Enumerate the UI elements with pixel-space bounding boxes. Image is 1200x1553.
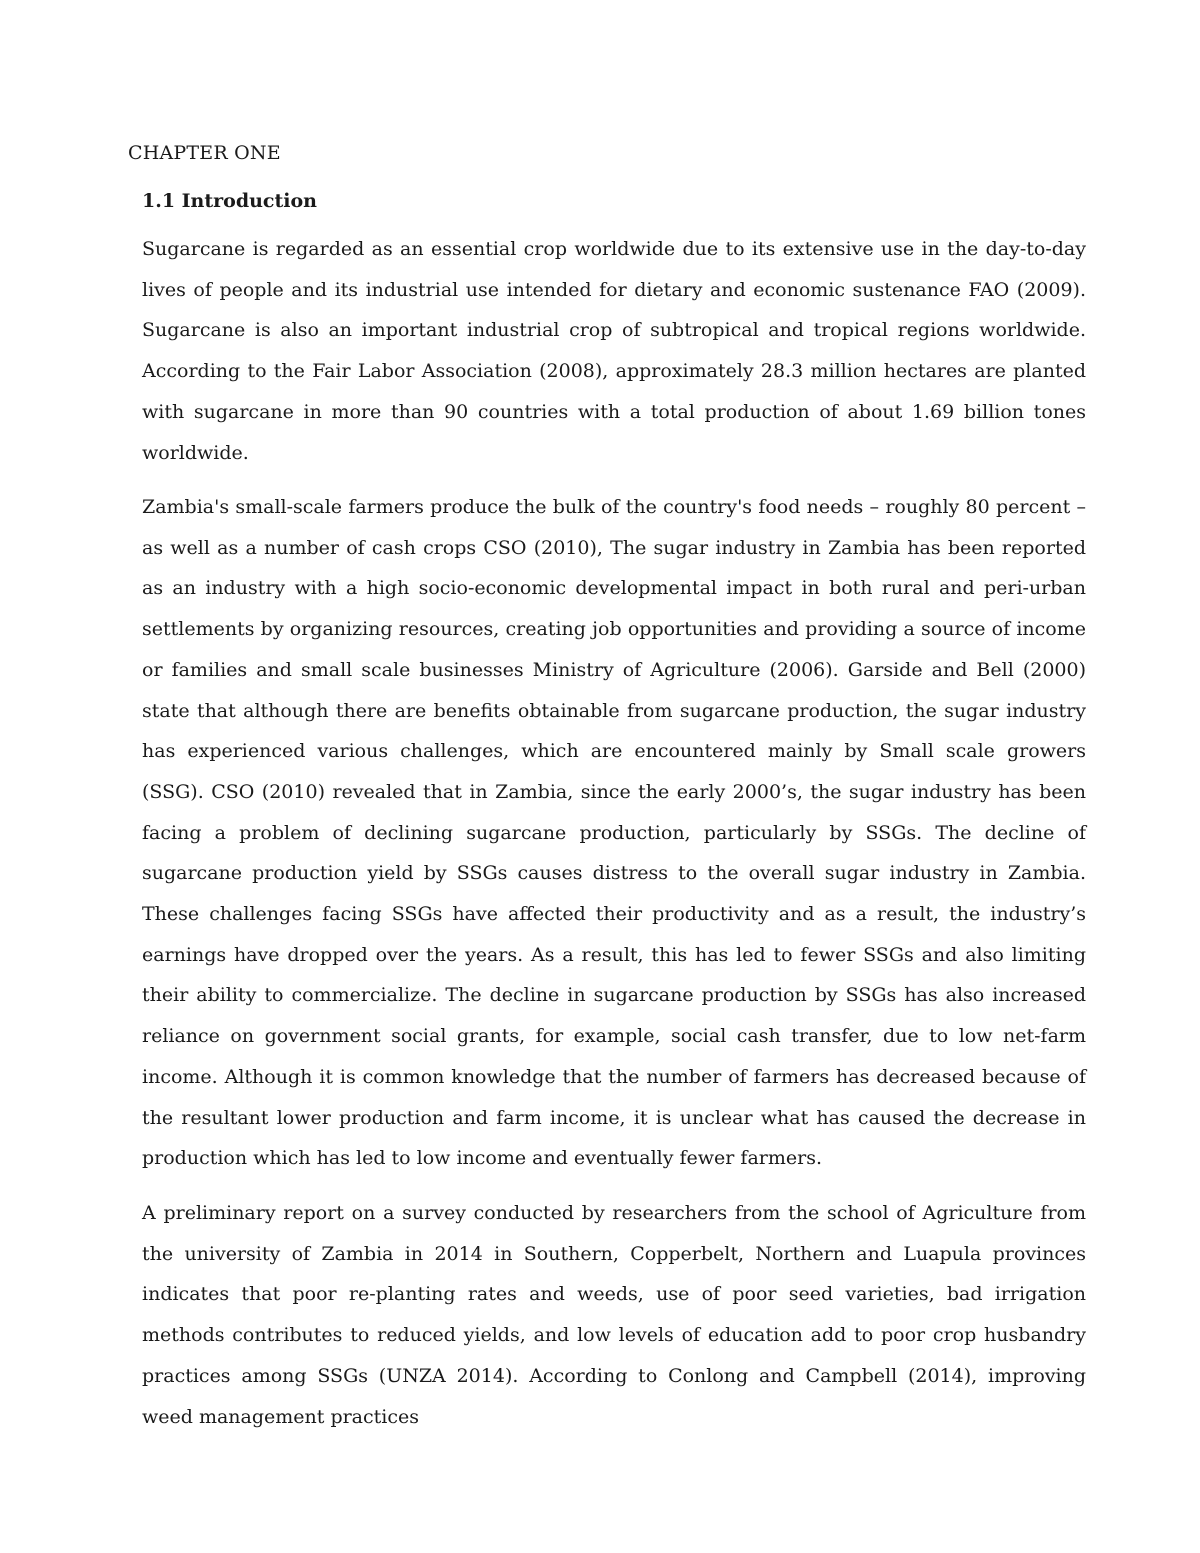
- paragraph-2: Zambia's small-scale farmers produce the bulk of the country's food needs – roughly 80 percent – as well as a number of cash crops CSO (2010), The sugar industry in Zambia has been reported as an industry with a high socio-economic developmental impact in both rural and peri-urban settlements by organizing resources, creating job opportunities and providing a source of income or families and small scale businesses Ministry of Agriculture (2006). Garside and Bell (2000) state that although there are benefits obtainable from sugarcane production, the sugar industry has experienced various challenges, which are encountered mainly by Small scale growers (SSG). CSO (2010) revealed that in Zambia, since the early 2000’s, the sugar industry has been facing a problem of declining sugarcane production, particularly by SSGs. The decline of sugarcane production yield by SSGs causes distress to the overall sugar industry in Zambia. These challenges facing SSGs have affected their productivity and as a result, the industry’s earnings have dropped over the years. As a result, this has led to fewer SSGs and also limiting their ability to commercialize. The decline in sugarcane production by SSGs has also increased reliance on government social grants, for example, social cash transfer, due to low net-farm income. Although it is common knowledge that the number of farmers has decreased because of the resultant lower production and farm income, it is unclear what has caused the decrease in production which has led to low income and eventually fewer farmers.: [142, 496, 1086, 1170]
- section-heading: 1.1 Introduction: [142, 190, 317, 212]
- paragraph-3: A preliminary report on a survey conducted by researchers from the school of Agriculture from the university of Zambia in 2014 in Southern, Copperbelt, Northern and Luapula provinces indicates that poor re-planting rates and weeds, use of poor seed varieties, bad irrigation methods contributes to reduced yields, and low levels of education add to poor crop husbandry practices among SSGs (UNZA 2014). According to Conlong and Campbell (2014), improving weed management practices: [142, 1202, 1086, 1428]
- paragraph-1: Sugarcane is regarded as an essential crop worldwide due to its extensive use in the day-to-day lives of people and its industrial use intended for dietary and economic sustenance FAO (2009). Sugarcane is also an important industrial crop of subtropical and tropical regions worldwide. According to the Fair Labor Association (2008), approximately 28.3 million hectares are planted with sugarcane in more than 90 countries with a total production of about 1.69 billion tones worldwide.: [142, 238, 1086, 464]
- chapter-title: CHAPTER ONE: [128, 142, 281, 164]
